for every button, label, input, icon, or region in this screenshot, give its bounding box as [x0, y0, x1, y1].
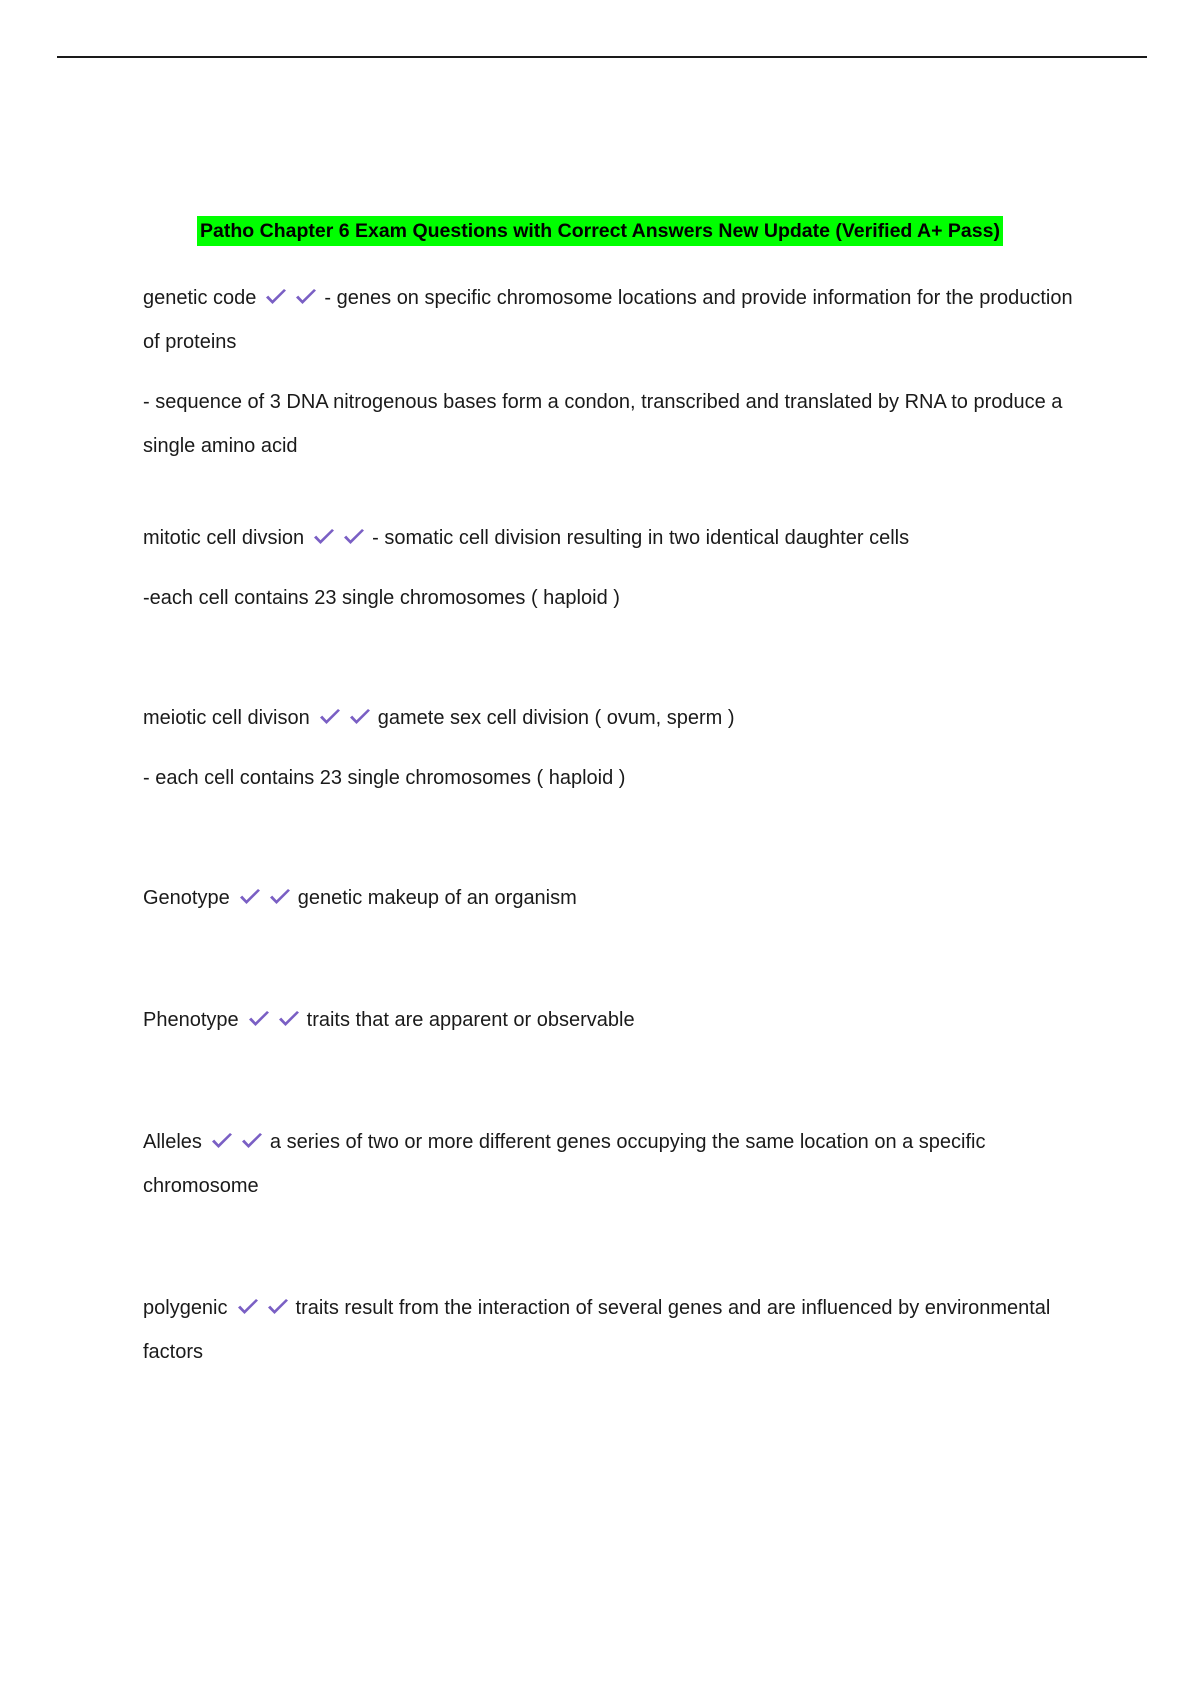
check-icon	[318, 707, 342, 727]
entry-extra: -each cell contains 23 single chromosomes ( haploid )	[143, 587, 620, 609]
check-icon	[342, 527, 366, 547]
entry-alleles	[143, 1120, 1078, 1286]
check-icon	[238, 887, 262, 907]
entry-line	[143, 1120, 1078, 1208]
entry-term: meiotic cell divison	[143, 707, 310, 729]
entry-term: genetic code	[143, 287, 257, 309]
check-icon	[247, 1009, 271, 1029]
check-icon	[210, 1131, 234, 1151]
check-icon	[348, 707, 372, 727]
entry-mitotic-cell-division	[143, 516, 1078, 696]
entry-term: polygenic	[143, 1297, 228, 1319]
entry-phenotype	[143, 998, 1078, 1120]
entry-line	[143, 276, 1078, 364]
entry-line	[143, 1286, 1078, 1374]
entry-term: Phenotype	[143, 1009, 239, 1031]
check-icon	[240, 1131, 264, 1151]
check-icon	[312, 527, 336, 547]
entry-line	[143, 876, 1078, 920]
check-icon	[236, 1297, 260, 1317]
entry-line	[143, 998, 1078, 1042]
check-icon	[264, 287, 288, 307]
entry-line	[143, 516, 1078, 560]
entry-definition: - somatic cell division resulting in two identical daughter cells	[372, 527, 910, 549]
check-icon	[277, 1009, 301, 1029]
check-icon	[268, 887, 292, 907]
entry-polygenic	[143, 1286, 1078, 1386]
content	[143, 276, 1078, 1386]
entry-definition: traits that are apparent or observable	[306, 1009, 635, 1031]
document-title: Patho Chapter 6 Exam Questions with Correct Answers New Update (Verified A+ Pass)	[197, 216, 1003, 246]
entry-definition: gamete sex cell division ( ovum, sperm )	[377, 707, 735, 729]
entry-term: Alleles	[143, 1131, 202, 1153]
entry-genetic-code	[143, 276, 1078, 516]
entry-meiotic-cell-division	[143, 696, 1078, 876]
entry-extra: - sequence of 3 DNA nitrogenous bases form a condon, transcribed and translated by RNA to produce a single amino acid	[143, 391, 1063, 457]
check-icon	[294, 287, 318, 307]
entry-definition: - genes on specific chromosome locations and provide information for the production of proteins	[143, 287, 1073, 353]
entry-definition: a series of two or more different genes occupying the same location on a specific chromosome	[143, 1131, 986, 1197]
title-wrap	[0, 216, 1200, 246]
entry-line	[143, 696, 1078, 740]
entry-extra: - each cell contains 23 single chromosomes ( haploid )	[143, 767, 626, 789]
entry-definition: genetic makeup of an organism	[297, 887, 577, 909]
check-icon	[266, 1297, 290, 1317]
header-rule	[57, 56, 1147, 58]
entry-term: Genotype	[143, 887, 230, 909]
entry-genotype	[143, 876, 1078, 998]
entry-term: mitotic cell divsion	[143, 527, 305, 549]
entry-definition: traits result from the interaction of several genes and are influenced by environmental factors	[143, 1297, 1051, 1363]
